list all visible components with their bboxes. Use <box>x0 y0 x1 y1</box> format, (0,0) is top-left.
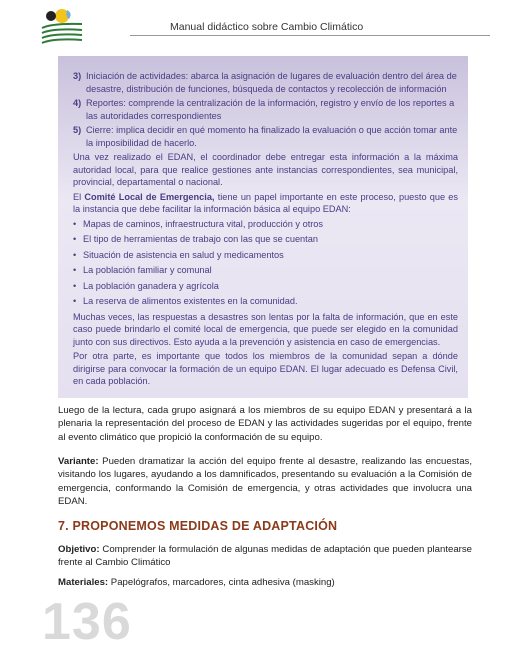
numbered-item <box>73 124 458 149</box>
list-item: • La población ganadera y agrícola <box>73 280 458 293</box>
header-divider <box>130 35 490 36</box>
list-item: • Situación de asistencia en salud y medicamentos <box>73 249 458 262</box>
materials-paragraph <box>58 576 472 589</box>
objective-label: Objetivo: <box>58 544 100 555</box>
item-text: Reportes: comprende la centralización de la información, registro y envío de los reportes a las autoridades correspondientes <box>86 98 455 121</box>
materials-label: Materiales: <box>58 577 109 588</box>
bullet-list <box>73 218 458 308</box>
info-box <box>58 56 468 398</box>
body-paragraph: Luego de la lectura, cada grupo asignará a los miembros de su equipo EDAN y presentará a la plenaria la representación del proceso de EDAN y las actividades sugeridas por el equipo, frente al evento climático que propició la conformación de su equipo. <box>58 405 472 443</box>
variant-label: Variante: <box>58 456 99 467</box>
list-item: • Mapas de caminos, infraestructura vital, producción y otros <box>73 218 458 231</box>
item-number: 4) <box>73 98 82 108</box>
section-title: 7. PROPONEMOS MEDIDAS DE ADAPTACIÓN <box>58 519 338 533</box>
text-run: Comprender la formulación de algunas medidas de adaptación que pueden plantearse frente al Cambio Climático <box>58 544 472 569</box>
list-item: • El tipo de herramientas de trabajo con las que se cuentan <box>73 233 458 246</box>
numbered-item <box>73 70 458 95</box>
numbered-item <box>73 97 458 122</box>
list-item: • La población familiar y comunal <box>73 264 458 277</box>
committee-name: Comité Local de Emergencia, <box>84 191 215 202</box>
item-number: 3) <box>73 71 82 81</box>
item-text: Cierre: implica decidir en qué momento ha finalizado la evaluación o que acción tomar ante la imposibilidad de hacerlo. <box>86 125 458 148</box>
box-paragraph: Muchas veces, las respuestas a desastres son lentas por la falta de información, que en este caso puede brindarlo el comité local de emergencia, que puede ser elegido en la comunidad junto con sus directivos. Esto ayuda a la prevención y asistencia en caso de emergencias. <box>73 311 458 347</box>
text-run: Pueden dramatizar la acción del equipo frente al desastre, realizando las encuestas, visitando los lugares, ayudando a los damnificados, presentando su evaluación a la Comisión de emergencia, conformando la Comisión de emergencia, y otras actividades que involucra una EDAN. <box>58 456 472 508</box>
logo-icon <box>40 6 84 48</box>
text-run: El <box>73 191 85 202</box>
variant-paragraph <box>58 455 472 509</box>
box-paragraph <box>73 191 458 216</box>
box-paragraph: Una vez realizado el EDAN, el coordinador debe entregar esta información a la máxima autoridad local, para que realice gestiones ante instancias correspondientes, sea municipal, provincial, departamental o nacional. <box>73 152 458 187</box>
objective-paragraph <box>58 543 472 570</box>
box-paragraph: Por otra parte, es importante que todos los miembros de la comunidad sepan a dónde dirigirse para convocar la formación de un equipo EDAN. El lugar adecuado es Defensa Civil, en cada población. <box>73 351 458 386</box>
list-item: • La reserva de alimentos existentes en la comunidad. <box>73 295 458 308</box>
text-run: Papelógrafos, marcadores, cinta adhesiva (masking) <box>108 577 335 588</box>
header-title: Manual didáctico sobre Cambio Climático <box>170 21 364 33</box>
page-number: 136 <box>42 593 132 651</box>
item-number: 5) <box>73 125 82 135</box>
item-text: Iniciación de actividades: abarca la asignación de lugares de evaluación dentro del área de desastre, distribución de funciones, búsqueda de contactos y recolección de información <box>86 71 457 94</box>
text-run: tiene un papel importante en este proceso, puesto que es la instancia que debe facilitar la información básica al equipo EDAN: <box>73 191 458 214</box>
